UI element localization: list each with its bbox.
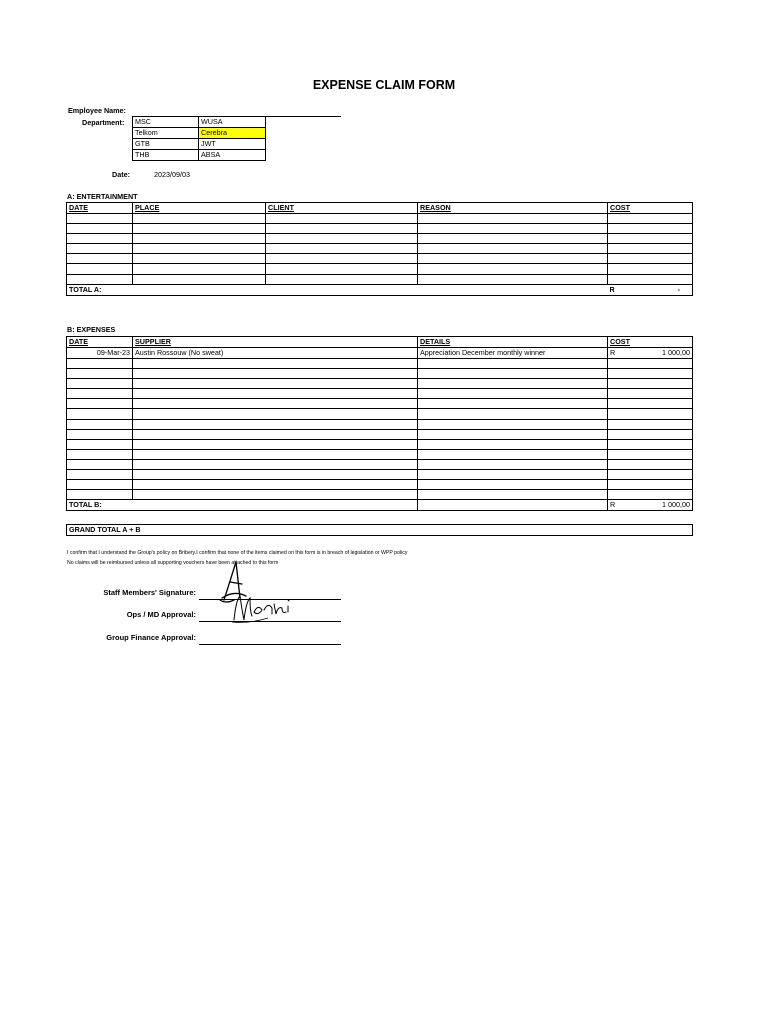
column-header: CLIENT	[266, 203, 418, 214]
currency-symbol: R	[609, 284, 615, 294]
department-option[interactable]: WUSA	[199, 117, 266, 128]
column-header: COST	[608, 337, 693, 348]
column-header: SUPPLIER	[133, 337, 418, 348]
expense-supplier[interactable]: Austin Rossouw (No sweat)	[133, 348, 418, 359]
table-row	[67, 214, 693, 224]
date-label: Date:	[112, 170, 130, 179]
expenses-table	[66, 336, 693, 511]
column-header: DATE	[67, 203, 133, 214]
column-header: PLACE	[133, 203, 266, 214]
table-row	[67, 254, 693, 264]
total-a-cost	[608, 284, 693, 295]
finance-approval-line[interactable]	[199, 643, 341, 645]
ops-approval-label: Ops / MD Approval:	[126, 610, 196, 619]
form-title: EXPENSE CLAIM FORM	[312, 78, 456, 92]
currency-symbol: R	[610, 500, 616, 510]
table-row	[67, 490, 693, 500]
expenses-heading: B: EXPENSES	[67, 325, 116, 334]
table-row	[67, 409, 693, 419]
table-row	[67, 419, 693, 429]
staff-signature-label: Staff Members' Signature:	[103, 588, 196, 597]
total-b-cost	[608, 500, 693, 511]
total-b-label: TOTAL B:	[67, 500, 133, 511]
table-row	[67, 369, 693, 379]
expense-cost-value: 1 000,00	[662, 348, 690, 357]
expense-details[interactable]: Appreciation December monthly winner	[418, 348, 608, 359]
column-header: DATE	[67, 337, 133, 348]
table-row	[67, 264, 693, 274]
table-row	[67, 459, 693, 469]
table-row	[67, 234, 693, 244]
column-header: COST	[608, 203, 693, 214]
currency-symbol: R	[610, 348, 616, 357]
table-row	[67, 480, 693, 490]
table-row	[67, 389, 693, 399]
table-row	[67, 348, 693, 359]
grand-total-table	[66, 524, 693, 536]
total-a-row	[67, 284, 693, 295]
table-row	[67, 379, 693, 389]
department-option[interactable]: MSC	[133, 117, 199, 128]
total-a-label: TOTAL A:	[67, 284, 608, 295]
department-label: Department:	[82, 118, 125, 127]
department-option[interactable]: ABSA	[199, 150, 266, 161]
table-row	[67, 224, 693, 234]
table-row	[67, 470, 693, 480]
total-a-value: -	[677, 284, 680, 294]
expense-date[interactable]: 09-Mar-23	[67, 348, 133, 359]
table-row	[67, 359, 693, 369]
department-option[interactable]: GTB	[133, 139, 199, 150]
column-header: REASON	[418, 203, 608, 214]
declaration-line-1: I confirm that I understand the Group's policy on Bribery.I confirm that none of the items claimed on this form is in breach of legislation or WPP policy	[67, 550, 408, 556]
department-option[interactable]: JWT	[199, 139, 266, 150]
finance-approval-label: Group Finance Approval:	[106, 633, 196, 642]
expense-cost[interactable]	[608, 348, 693, 359]
total-b-value: 1 000,00	[662, 500, 690, 510]
ops-handwritten-signature	[228, 590, 294, 628]
table-row	[67, 399, 693, 409]
department-table	[132, 116, 266, 161]
employee-name-label: Employee Name:	[68, 106, 126, 115]
entertainment-table	[66, 202, 693, 296]
department-option-selected[interactable]: Cerebra	[199, 128, 266, 139]
date-value[interactable]: 2023/09/03	[154, 170, 190, 179]
department-option[interactable]: THB	[133, 150, 199, 161]
column-header: DETAILS	[418, 337, 608, 348]
table-row	[67, 244, 693, 254]
table-row	[67, 274, 693, 284]
grand-total-label: GRAND TOTAL A + B	[67, 525, 693, 536]
entertainment-heading: A: ENTERTAINMENT	[67, 192, 138, 201]
table-row	[67, 449, 693, 459]
table-row	[67, 439, 693, 449]
total-b-row	[67, 500, 693, 511]
declaration-line-2: No claims will be reimbursed unless all supporting vouchers have been attached to this form	[67, 560, 279, 566]
department-option[interactable]: Telkom	[133, 128, 199, 139]
table-row	[67, 429, 693, 439]
